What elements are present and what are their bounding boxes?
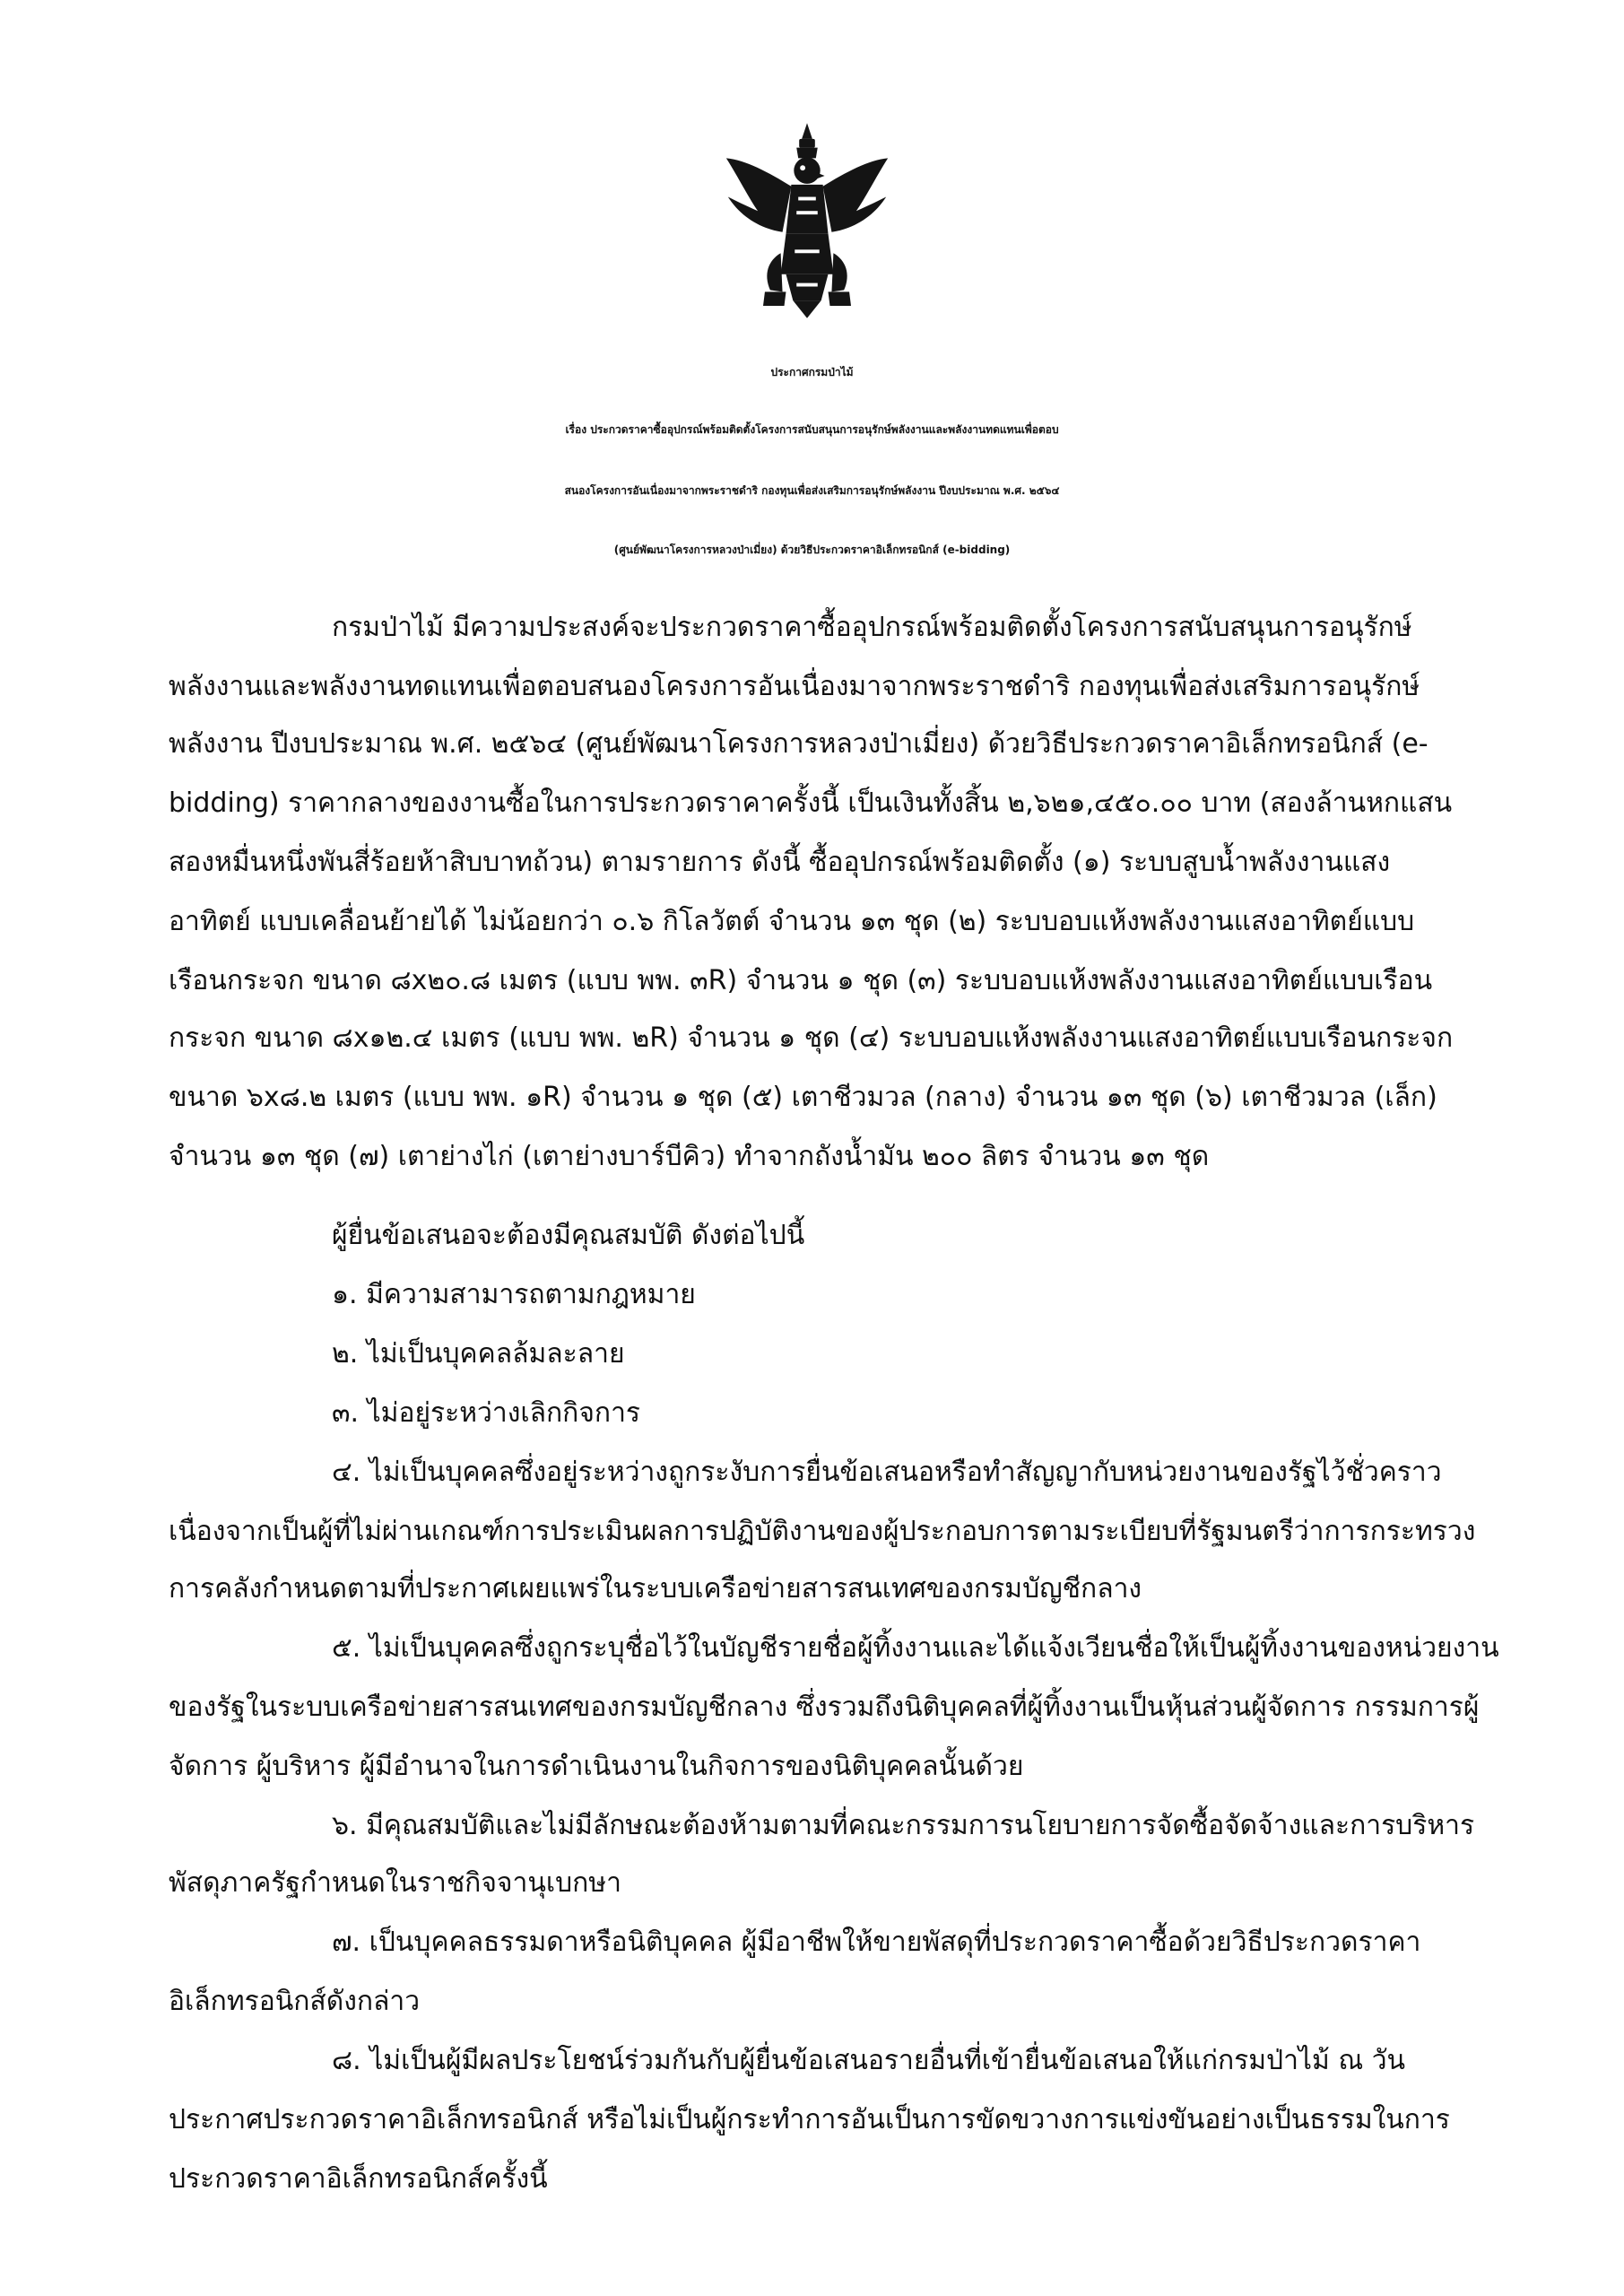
- qualification-line: ๔. ไม่เป็นบุคคลซึ่งอยู่ระหว่างถูกระงับการยื่นข้อเสนอหรือทำสัญญากับหน่วยงานของรัฐไว้ชั่วคราว: [332, 1457, 1442, 1488]
- qualification-line: ประกวดราคาอิเล็กทรอนิกส์ครั้งนี้: [169, 2163, 548, 2195]
- intro-line: อาทิตย์ แบบเคลื่อนย้ายได้ ไม่น้อยกว่า ๐.๖ กิโลวัตต์ จำนวน ๑๓ ชุด (๒) ระบบอบแห้งพลังงานแสงอาทิตย์แบบ: [169, 906, 1415, 937]
- subject-line: เรื่อง ประกวดราคาซื้ออุปกรณ์พร้อมติดตั้งโครงการสนับสนุนการอนุรักษ์พลังงานและพลังงานทดแทนเพื่อตอบ: [565, 423, 1059, 436]
- intro-line: bidding) ราคากลางของงานซื้อในการประกวดราคาครั้งนี้ เป็นเงินทั้งสิ้น ๒,๖๒๑,๔๕๐.๐๐ บาท (สองล้านหกแสน: [169, 787, 1453, 819]
- qualification-line: ของรัฐในระบบเครือข่ายสารสนเทศของกรมบัญชีกลาง ซึ่งรวมถึงนิติบุคคลที่ผู้ทิ้งงานเป็นหุ้นส่วนผู้จัดการ กรรมการผู้: [169, 1692, 1480, 1723]
- qualification-line: ๗. เป็นบุคคลธรรมดาหรือนิติบุคคล ผู้มีอาชีพให้ขายพัสดุที่ประกวดราคาซื้อด้วยวิธีประกวดราคา: [332, 1926, 1421, 1958]
- qualification-line: การคลังกำหนดตามที่ประกาศเผยแพร่ในระบบเครือข่ายสารสนเทศของกรมบัญชีกลาง: [169, 1573, 1142, 1605]
- intro-line: จำนวน ๑๓ ชุด (๗) เตาย่างไก่ (เตาย่างบาร์บีคิว) ทำจากถังน้ำมัน ๒๐๐ ลิตร จำนวน ๑๓ ชุด: [169, 1141, 1210, 1172]
- intro-line: พลังงานและพลังงานทดแทนเพื่อตอบสนองโครงการอันเนื่องมาจากพระราชดำริ กองทุนเพื่อส่งเสริมการอนุรักษ์: [169, 671, 1420, 702]
- intro-line: กระจก ขนาด ๘x๑๒.๔ เมตร (แบบ พพ. ๒R) จำนวน ๑ ชุด (๔) ระบบอบแห้งพลังงานแสงอาทิตย์แบบเรือนกระจก: [169, 1022, 1454, 1054]
- qualification-line: จัดการ ผู้บริหาร ผู้มีอำนาจในการดำเนินงานในกิจการของนิติบุคคลนั้นด้วย: [169, 1751, 1024, 1782]
- qualifications-heading: ผู้ยื่นข้อเสนอจะต้องมีคุณสมบัติ ดังต่อไปนี้: [332, 1220, 805, 1251]
- intro-line: พลังงาน ปีงบประมาณ พ.ศ. ๒๕๖๔ (ศูนย์พัฒนาโครงการหลวงป่าเมี่ยง) ด้วยวิธีประกวดราคาอิเล็กทรอนิกส์ (e-: [169, 728, 1429, 760]
- subject-line: (ศูนย์พัฒนาโครงการหลวงป่าเมี่ยง) ด้วยวิธีประกวดราคาอิเล็กทรอนิกส์ (e-bidding): [613, 544, 1011, 556]
- subject-line: สนองโครงการอันเนื่องมาจากพระราชดำริ กองทุนเพื่อส่งเสริมการอนุรักษ์พลังงาน ปีงบประมาณ พ.ศ. ๒๕๖๔: [564, 484, 1060, 497]
- qualification-line: ๓. ไม่อยู่ระหว่างเลิกกิจการ: [332, 1397, 641, 1429]
- qualification-line: ๕. ไม่เป็นบุคคลซึ่งถูกระบุชื่อไว้ในบัญชีรายชื่อผู้ทิ้งงานและได้แจ้งเวียนชื่อให้เป็นผู้ทิ้งงานของหน่วยงาน: [332, 1632, 1499, 1664]
- garuda-emblem-icon: [719, 118, 895, 323]
- intro-line: สองหมื่นหนึ่งพันสี่ร้อยห้าสิบบาทถ้วน) ตามรายการ ดังนี้ ซื้ออุปกรณ์พร้อมติดตั้ง (๑) ระบบสูบน้ำพลังงานแสง: [169, 847, 1391, 878]
- intro-line: ขนาด ๖x๘.๒ เมตร (แบบ พพ. ๑R) จำนวน ๑ ชุด (๕) เตาชีวมวล (กลาง) จำนวน ๑๓ ชุด (๖) เตาชีวมวล (เล็ก): [169, 1082, 1437, 1113]
- qualification-line: ๑. มีความสามารถตามกฎหมาย: [332, 1279, 696, 1310]
- qualification-line: ๖. มีคุณสมบัติและไม่มีลักษณะต้องห้ามตามที่คณะกรรมการนโยบายการจัดซื้อจัดจ้างและการบริหาร: [332, 1810, 1475, 1841]
- qualification-line: พัสดุภาครัฐกำหนดในราชกิจจานุเบกษา: [169, 1867, 621, 1899]
- intro-line: กรมป่าไม้ มีความประสงค์จะประกวดราคาซื้ออุปกรณ์พร้อมติดตั้งโครงการสนับสนุนการอนุรักษ์: [332, 612, 1412, 643]
- qualification-line: ๘. ไม่เป็นผู้มีผลประโยชน์ร่วมกันกับผู้ยื่นข้อเสนอรายอื่นที่เข้ายื่นข้อเสนอให้แก่กรมป่าไม้ ณ วัน: [332, 2045, 1406, 2076]
- qualification-line: ประกาศประกวดราคาอิเล็กทรอนิกส์ หรือไม่เป็นผู้กระทำการอันเป็นการขัดขวางการแข่งขันอย่างเป็นธรรมในการ: [169, 2104, 1450, 2135]
- intro-line: เรือนกระจก ขนาด ๘x๒๐.๘ เมตร (แบบ พพ. ๓R) จำนวน ๑ ชุด (๓) ระบบอบแห้งพลังงานแสงอาทิตย์แบบเรือน: [169, 965, 1433, 996]
- qualification-line: เนื่องจากเป็นผู้ที่ไม่ผ่านเกณฑ์การประเมินผลการปฏิบัติงานของผู้ประกอบการตามระเบียบที่รัฐมนตรีว่าการกระทรวง: [169, 1516, 1476, 1547]
- qualification-line: ๒. ไม่เป็นบุคคลล้มละลาย: [332, 1338, 625, 1370]
- qualification-line: อิเล็กทรอนิกส์ดังกล่าว: [169, 1986, 421, 2017]
- issuer-title: ประกาศกรมป่าไม้: [770, 366, 854, 378]
